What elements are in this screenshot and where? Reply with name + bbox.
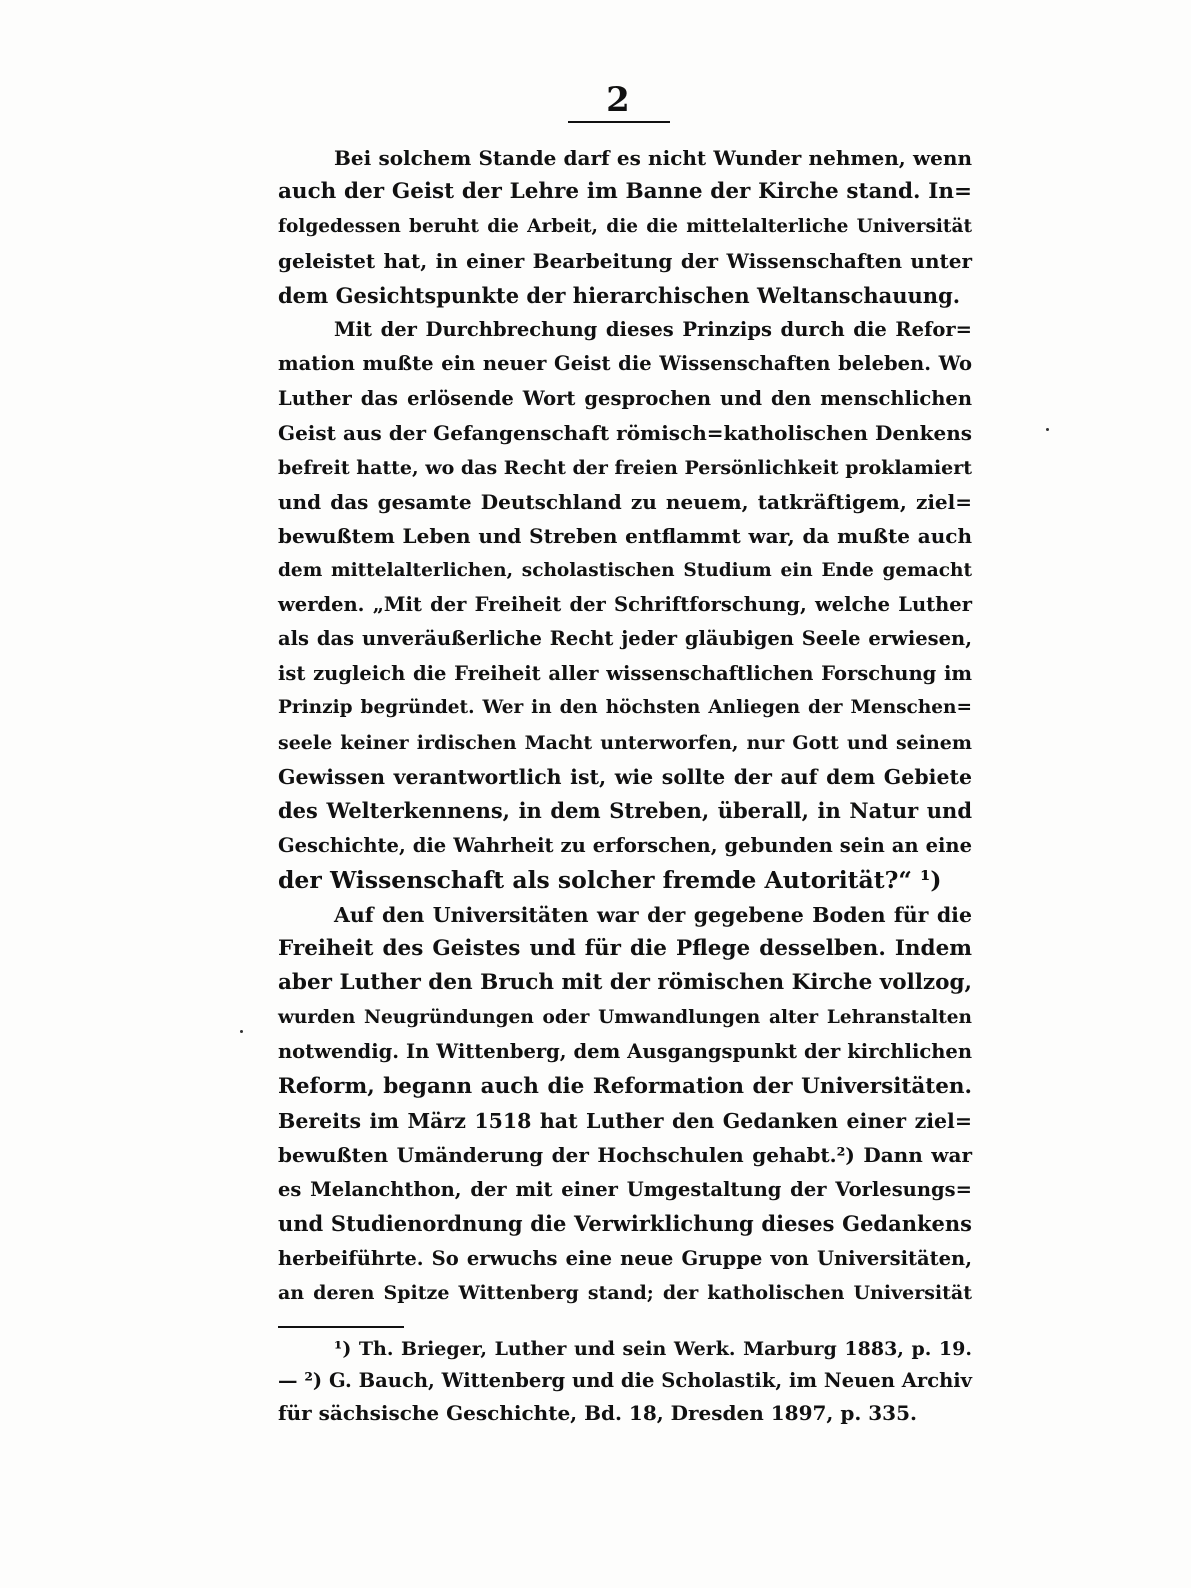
- text-line: dem Gesichtspunkte der hierarchischen Weltanschauung.: [278, 282, 961, 308]
- text-line: auch der Geist der Lehre im Banne der Kirche stand. In=: [278, 179, 972, 205]
- paper-speck: [240, 1030, 243, 1033]
- text-line: Auf den Universitäten war der gegebene Boden für die: [334, 902, 972, 927]
- text-line: Bei solchem Stande darf es nicht Wunder nehmen, wenn: [334, 146, 972, 170]
- text-line: aber Luther den Bruch mit der römischen Kirche vollzog,: [278, 970, 972, 996]
- body-text: [278, 141, 972, 1310]
- text-line: Geschichte, die Wahrheit zu erforschen, gebunden sein an eine: [278, 833, 972, 857]
- text-line: geleistet hat, in einer Bearbeitung der Wissenschaften unter: [278, 249, 972, 274]
- text-line: werden. „Mit der Freiheit der Schriftforschung, welche Luther: [278, 593, 972, 617]
- text-line: folgedessen beruht die Arbeit, die die mittelalterliche Universität: [278, 215, 972, 237]
- text-line: Reform, begann auch die Reformation der Universitäten.: [278, 1073, 972, 1099]
- text-line: wurden Neugründungen oder Umwandlungen alter Lehranstalten: [278, 1006, 972, 1028]
- text-line: und das gesamte Deutschland zu neuem, tatkräftigem, ziel=: [278, 489, 972, 514]
- text-line: Bereits im März 1518 hat Luther den Gedanken einer ziel=: [278, 1108, 972, 1133]
- text-line: es Melanchthon, der mit einer Umgestaltung der Vorlesungs=: [278, 1177, 972, 1201]
- footnote-line: ¹) Th. Brieger, Luther und sein Werk. Marburg 1883, p. 19.: [334, 1338, 972, 1360]
- text-line: an deren Spitze Wittenberg stand; der katholischen Universität: [278, 1281, 972, 1304]
- footnote-line: — ²) G. Bauch, Wittenberg und die Scholastik, im Neuen Archiv: [278, 1369, 972, 1392]
- footnote-line: für sächsische Geschichte, Bd. 18, Dresden 1897, p. 335.: [278, 1401, 917, 1425]
- text-line: und Studienordnung die Verwirklichung dieses Gedankens: [278, 1211, 972, 1237]
- text-line: Freiheit des Geistes und für die Pflege desselben. Indem: [278, 935, 972, 961]
- text-line: mation mußte ein neuer Geist die Wissenschaften beleben. Wo: [278, 352, 972, 376]
- text-line: bewußtem Leben und Streben entflammt war, da mußte auch: [278, 524, 972, 549]
- page-number: 2: [606, 80, 630, 120]
- text-line: herbeiführte. So erwuchs eine neue Gruppe von Universitäten,: [278, 1246, 972, 1270]
- text-line: Geist aus der Gefangenschaft römisch=katholischen Denkens: [278, 421, 972, 446]
- text-line: Gewissen verantwortlich ist, wie sollte der auf dem Gebiete: [278, 765, 972, 790]
- paper-speck: [1046, 428, 1049, 431]
- text-line: Mit der Durchbrechung dieses Prinzips durch die Refor=: [334, 317, 972, 341]
- text-line: seele keiner irdischen Macht unterworfen, nur Gott und seinem: [278, 731, 972, 754]
- header-rule: [568, 121, 670, 123]
- footnotes: [278, 1333, 972, 1429]
- text-line: des Welterkennens, in dem Streben, überall, in Natur und: [278, 798, 972, 824]
- text-line: Luther das erlösende Wort gesprochen und den menschlichen: [278, 386, 972, 410]
- text-line: bewußten Umänderung der Hochschulen gehabt.²) Dann war: [278, 1143, 972, 1168]
- footnote-rule: [278, 1326, 404, 1328]
- text-line: dem mittelalterlichen, scholastischen Studium ein Ende gemacht: [278, 559, 972, 581]
- text-line: Prinzip begründet. Wer in den höchsten Anliegen der Menschen=: [278, 697, 972, 719]
- text-line: notwendig. In Wittenberg, dem Ausgangspunkt der kirchlichen: [278, 1040, 972, 1064]
- text-line: befreit hatte, wo das Recht der freien Persönlichkeit proklamiert: [278, 456, 973, 479]
- text-line: als das unveräußerliche Recht jeder gläubigen Seele erwiesen,: [278, 627, 972, 651]
- text-line: der Wissenschaft als solcher fremde Autorität?“ ¹): [278, 866, 942, 895]
- text-line: ist zugleich die Freiheit aller wissenschaftlichen Forschung im: [278, 661, 972, 685]
